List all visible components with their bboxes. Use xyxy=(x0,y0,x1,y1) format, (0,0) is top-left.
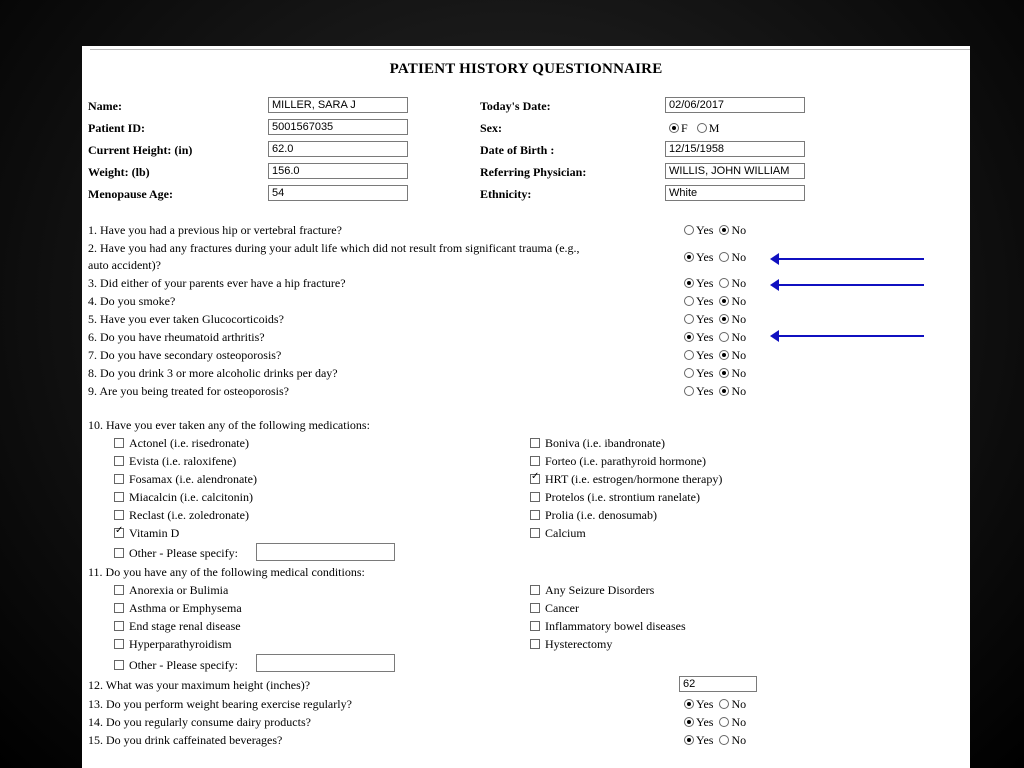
checkbox-icon[interactable] xyxy=(114,510,124,520)
answer-q6 xyxy=(684,330,752,345)
name-field[interactable]: MILLER, SARA J xyxy=(268,97,408,113)
annotation-arrow-q6 xyxy=(778,335,924,337)
sex-f-label: F xyxy=(681,121,688,135)
q5-no-radio[interactable] xyxy=(719,314,729,324)
checkbox-icon[interactable] xyxy=(114,474,124,484)
todays-date-label: Today's Date: xyxy=(480,99,551,113)
q8-yes-radio[interactable] xyxy=(684,368,694,378)
condition-option-hysterectomy[interactable] xyxy=(530,637,612,652)
yes-label: Yes xyxy=(696,294,714,308)
referring-physician-label: Referring Physician: xyxy=(480,165,587,179)
question-14: 14. Do you regularly consume dairy products? xyxy=(88,715,311,729)
condition-label: Anorexia or Bulimia xyxy=(129,583,229,597)
checkbox-checked-icon[interactable] xyxy=(530,474,540,484)
med-label: HRT (i.e. estrogen/hormone therapy) xyxy=(545,472,723,486)
med-option-other[interactable] xyxy=(114,546,238,561)
checkbox-icon[interactable] xyxy=(114,492,124,502)
no-label: No xyxy=(731,348,747,362)
no-label: No xyxy=(731,250,747,264)
condition-option-seizure[interactable] xyxy=(530,583,654,598)
sex-label: Sex: xyxy=(480,121,502,135)
answer-q14 xyxy=(684,715,752,730)
todays-date-field[interactable]: 02/06/2017 xyxy=(665,97,805,113)
checkbox-icon[interactable] xyxy=(530,456,540,466)
question-4: 4. Do you smoke? xyxy=(88,294,176,308)
med-option-forteo[interactable] xyxy=(530,454,706,469)
top-rule xyxy=(90,49,970,50)
annotation-arrow-q2 xyxy=(778,258,924,260)
q3-no-radio[interactable] xyxy=(719,278,729,288)
q2-no-radio[interactable] xyxy=(719,252,729,262)
no-label: No xyxy=(731,312,747,326)
med-other-field[interactable] xyxy=(256,543,395,561)
page-title: PATIENT HISTORY QUESTIONNAIRE xyxy=(389,61,663,77)
q15-no-radio[interactable] xyxy=(719,735,729,745)
med-option-actonel[interactable] xyxy=(114,436,249,451)
sex-m-label: M xyxy=(708,121,720,135)
question-8: 8. Do you drink 3 or more alcoholic drinks per day? xyxy=(88,366,338,380)
yes-label: Yes xyxy=(696,348,714,362)
q14-no-radio[interactable] xyxy=(719,717,729,727)
med-option-prolia[interactable] xyxy=(530,508,657,523)
answer-q8 xyxy=(684,366,752,381)
condition-label: End stage renal disease xyxy=(129,619,241,633)
question-2-continued: auto accident)? xyxy=(88,258,161,272)
yes-label: Yes xyxy=(696,366,714,380)
yes-label: Yes xyxy=(696,733,714,747)
no-label: No xyxy=(731,223,747,237)
med-option-vitamin-d[interactable] xyxy=(114,526,179,541)
answer-q3 xyxy=(684,276,752,291)
checkbox-icon[interactable] xyxy=(114,621,124,631)
checkbox-icon[interactable] xyxy=(530,621,540,631)
condition-label: Inflammatory bowel diseases xyxy=(545,619,686,633)
condition-option-renal[interactable] xyxy=(114,619,241,634)
q4-yes-radio[interactable] xyxy=(684,296,694,306)
q7-yes-radio[interactable] xyxy=(684,350,694,360)
question-2: 2. Have you had any fractures during your adult life which did not result from significant trauma (e.g., xyxy=(88,241,580,255)
med-label: Boniva (i.e. ibandronate) xyxy=(545,436,665,450)
other-label: Other - Please specify: xyxy=(129,658,238,672)
question-7: 7. Do you have secondary osteoporosis? xyxy=(88,348,282,362)
yes-label: Yes xyxy=(696,250,714,264)
weight-label: Weight: (lb) xyxy=(88,165,150,179)
condition-other-field[interactable] xyxy=(256,654,395,672)
question-12: 12. What was your maximum height (inches)? xyxy=(88,678,311,692)
checkbox-icon[interactable] xyxy=(530,510,540,520)
no-label: No xyxy=(731,276,747,290)
q3-yes-radio[interactable] xyxy=(684,278,694,288)
answer-q9 xyxy=(684,384,752,399)
yes-label: Yes xyxy=(696,312,714,326)
answer-q4 xyxy=(684,294,752,309)
ethnicity-field[interactable]: White xyxy=(665,185,805,201)
condition-option-other[interactable] xyxy=(114,658,238,673)
no-label: No xyxy=(731,697,747,711)
med-label: Calcium xyxy=(545,526,586,540)
q9-yes-radio[interactable] xyxy=(684,386,694,396)
other-label: Other - Please specify: xyxy=(129,546,238,560)
med-label: Evista (i.e. raloxifene) xyxy=(129,454,237,468)
answer-q13 xyxy=(684,697,752,712)
yes-label: Yes xyxy=(696,330,714,344)
answer-q7 xyxy=(684,348,752,363)
dob-field[interactable]: 12/15/1958 xyxy=(665,141,805,157)
no-label: No xyxy=(731,715,747,729)
checkbox-icon[interactable] xyxy=(114,603,124,613)
med-option-miacalcin[interactable] xyxy=(114,490,253,505)
checkbox-icon[interactable] xyxy=(114,585,124,595)
q9-no-radio[interactable] xyxy=(719,386,729,396)
med-option-fosamax[interactable] xyxy=(114,472,257,487)
answer-q5 xyxy=(684,312,752,327)
med-option-protelos[interactable] xyxy=(530,490,700,505)
annotation-arrow-q3 xyxy=(778,284,924,286)
question-9: 9. Are you being treated for osteoporosis? xyxy=(88,384,289,398)
no-label: No xyxy=(731,733,747,747)
no-label: No xyxy=(731,384,747,398)
med-label: Forteo (i.e. parathyroid hormone) xyxy=(545,454,706,468)
q15-yes-radio[interactable] xyxy=(684,735,694,745)
no-label: No xyxy=(731,366,747,380)
condition-label: Hysterectomy xyxy=(545,637,613,651)
ethnicity-label: Ethnicity: xyxy=(480,187,532,201)
question-11: 11. Do you have any of the following medical conditions: xyxy=(88,565,365,579)
q14-yes-radio[interactable] xyxy=(684,717,694,727)
checkbox-icon[interactable] xyxy=(530,528,540,538)
med-label: Actonel (i.e. risedronate) xyxy=(129,436,249,450)
q4-no-radio[interactable] xyxy=(719,296,729,306)
question-10: 10. Have you ever taken any of the following medications: xyxy=(88,418,370,432)
question-13: 13. Do you perform weight bearing exercise regularly? xyxy=(88,697,352,711)
med-label: Reclast (i.e. zoledronate) xyxy=(129,508,249,522)
checkbox-icon[interactable] xyxy=(114,456,124,466)
max-height-field[interactable]: 62 xyxy=(679,676,757,692)
yes-label: Yes xyxy=(696,384,714,398)
condition-label: Hyperparathyroidism xyxy=(129,637,232,651)
checkbox-checked-icon[interactable] xyxy=(114,528,124,538)
med-option-calcium[interactable] xyxy=(530,526,586,541)
no-label: No xyxy=(731,294,747,308)
sex-radio-group xyxy=(669,121,719,136)
condition-option-anorexia[interactable] xyxy=(114,583,228,598)
med-label: Vitamin D xyxy=(129,526,180,540)
med-option-boniva[interactable] xyxy=(530,436,665,451)
answer-q15 xyxy=(684,733,752,748)
sex-f-radio[interactable] xyxy=(669,123,679,133)
q6-no-radio[interactable] xyxy=(719,332,729,342)
question-15: 15. Do you drink caffeinated beverages? xyxy=(88,733,283,747)
yes-label: Yes xyxy=(696,697,714,711)
condition-option-cancer[interactable] xyxy=(530,601,579,616)
condition-option-asthma[interactable] xyxy=(114,601,242,616)
condition-option-hyperparathyroidism[interactable] xyxy=(114,637,232,652)
med-label: Prolia (i.e. denosumab) xyxy=(545,508,657,522)
weight-field[interactable]: 156.0 xyxy=(268,163,408,179)
q13-yes-radio[interactable] xyxy=(684,699,694,709)
dob-label: Date of Birth : xyxy=(480,143,555,157)
q1-yes-radio[interactable] xyxy=(684,225,694,235)
med-label: Fosamax (i.e. alendronate) xyxy=(129,472,257,486)
checkbox-icon[interactable] xyxy=(530,639,540,649)
med-option-evista[interactable] xyxy=(114,454,236,469)
q13-no-radio[interactable] xyxy=(719,699,729,709)
question-3: 3. Did either of your parents ever have a hip fracture? xyxy=(88,276,346,290)
med-label: Protelos (i.e. strontium ranelate) xyxy=(545,490,700,504)
med-option-reclast[interactable] xyxy=(114,508,249,523)
yes-label: Yes xyxy=(696,276,714,290)
q8-no-radio[interactable] xyxy=(719,368,729,378)
menopause-age-field[interactable]: 54 xyxy=(268,185,408,201)
checkbox-icon[interactable] xyxy=(114,660,124,670)
q1-no-radio[interactable] xyxy=(719,225,729,235)
q2-yes-radio[interactable] xyxy=(684,252,694,262)
no-label: No xyxy=(731,330,747,344)
checkbox-icon[interactable] xyxy=(114,548,124,558)
condition-label: Cancer xyxy=(545,601,579,615)
referring-physician-field[interactable]: WILLIS, JOHN WILLIAM xyxy=(665,163,805,179)
question-1: 1. Have you had a previous hip or vertebral fracture? xyxy=(88,223,342,237)
condition-label: Any Seizure Disorders xyxy=(545,583,655,597)
yes-label: Yes xyxy=(696,715,714,729)
checkbox-icon[interactable] xyxy=(530,585,540,595)
condition-label: Asthma or Emphysema xyxy=(129,601,242,615)
height-field[interactable]: 62.0 xyxy=(268,141,408,157)
question-6: 6. Do you have rheumatoid arthritis? xyxy=(88,330,265,344)
name-label: Name: xyxy=(88,99,122,113)
answer-q2 xyxy=(684,250,752,265)
answer-q1 xyxy=(684,223,752,238)
checkbox-icon[interactable] xyxy=(530,603,540,613)
checkbox-icon[interactable] xyxy=(530,492,540,502)
yes-label: Yes xyxy=(696,223,714,237)
patient-id-label: Patient ID: xyxy=(88,121,145,135)
sex-m-radio[interactable] xyxy=(697,123,707,133)
checkbox-icon[interactable] xyxy=(114,438,124,448)
questionnaire-sheet xyxy=(82,46,970,768)
question-5: 5. Have you ever taken Glucocorticoids? xyxy=(88,312,284,326)
height-label: Current Height: (in) xyxy=(88,143,193,157)
q5-yes-radio[interactable] xyxy=(684,314,694,324)
checkbox-icon[interactable] xyxy=(530,438,540,448)
patient-id-field[interactable]: 5001567035 xyxy=(268,119,408,135)
menopause-age-label: Menopause Age: xyxy=(88,187,173,201)
condition-option-ibd[interactable] xyxy=(530,619,686,634)
med-option-hrt[interactable] xyxy=(530,472,722,487)
q7-no-radio[interactable] xyxy=(719,350,729,360)
q6-yes-radio[interactable] xyxy=(684,332,694,342)
med-label: Miacalcin (i.e. calcitonin) xyxy=(129,490,253,504)
checkbox-icon[interactable] xyxy=(114,639,124,649)
